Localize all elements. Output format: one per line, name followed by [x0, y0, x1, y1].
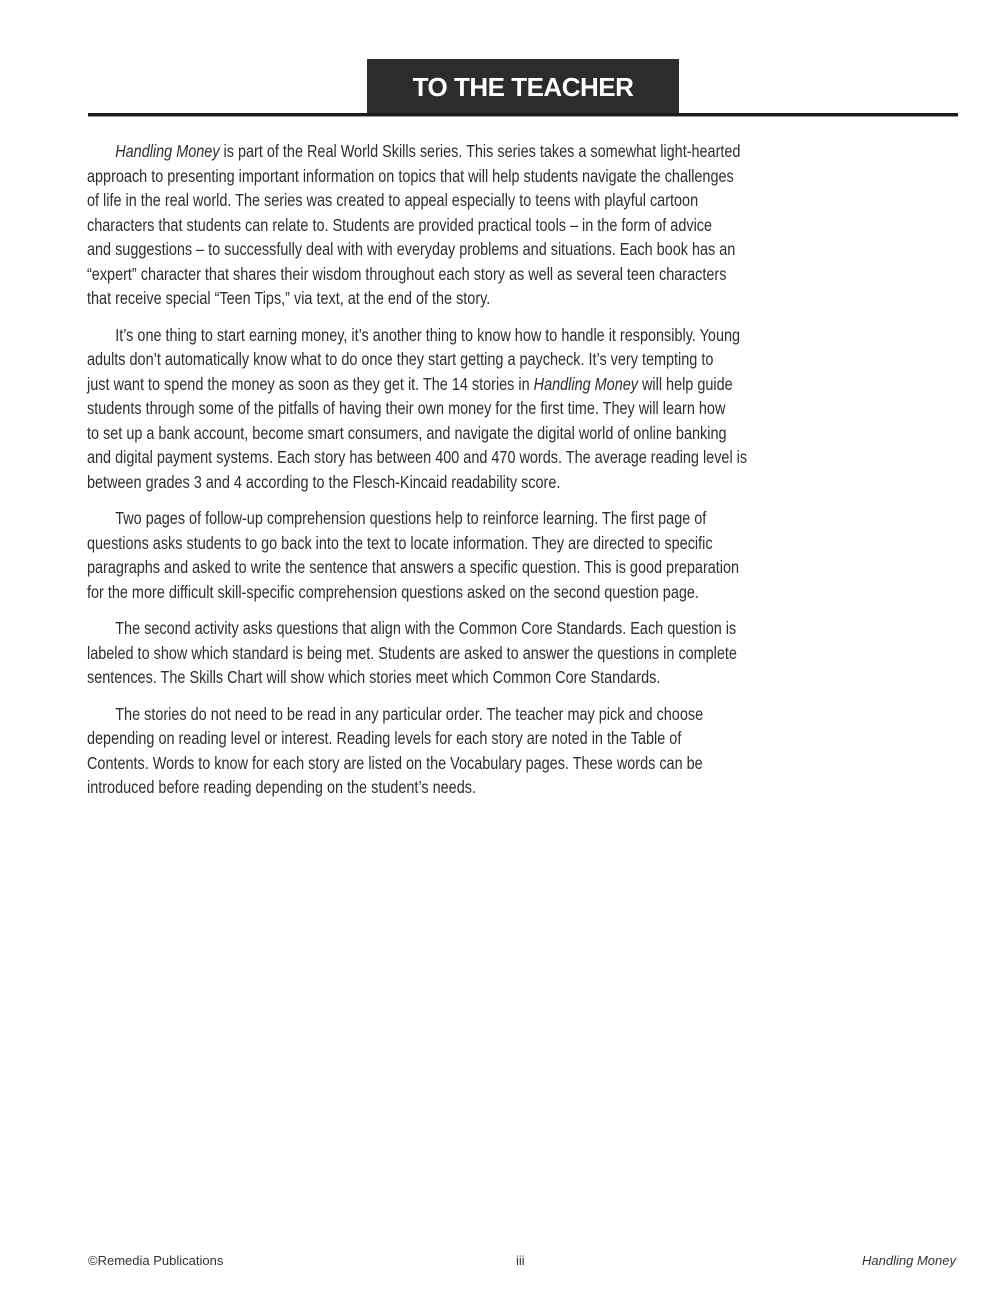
text-segment: paragraphs and asked to write the sentence that answers a specific question. This is good preparation [87, 557, 740, 577]
book-title-italic: Handling Money [115, 141, 220, 161]
text-segment: of life in the real world. The series was created to appeal especially to teens with playful cartoon [87, 190, 699, 210]
text-segment: for the more difficult skill-specific comprehension questions asked on the second question page. [87, 581, 699, 602]
text-segment: students through some of the pitfalls of having their own money for the first time. They will learn how [87, 398, 726, 418]
text-line [87, 506, 811, 531]
text-segment: that receive special “Teen Tips,” via text, at the end of the story. [87, 288, 491, 308]
paragraph-1 [87, 139, 959, 311]
text-segment: The stories do not need to be read in any particular order. The teacher may pick and choose [115, 703, 704, 724]
text-segment: sentences. The Skills Chart will show which stories meet which Common Core Standards. [87, 667, 661, 687]
text-line [87, 286, 811, 311]
text-line [87, 396, 811, 421]
text-line [87, 531, 811, 556]
text-segment: introduced before reading depending on the student’s needs. [87, 777, 476, 797]
page-title: TO THE TEACHER [367, 59, 679, 115]
text-line [87, 775, 811, 800]
text-line [87, 445, 811, 470]
text-segment: “expert” character that shares their wisdom throughout each story as well as several teen characters [87, 263, 727, 284]
text-line [87, 188, 811, 213]
text-line [87, 580, 811, 605]
text-line [87, 555, 811, 580]
text-line [87, 262, 811, 287]
text-segment: questions asks students to go back into the text to locate information. They are directed to specific [87, 532, 713, 553]
text-line [87, 751, 811, 776]
paragraph-4 [87, 616, 959, 690]
text-line [87, 616, 811, 641]
paragraph-2 [87, 323, 959, 495]
text-segment: Contents. Words to know for each story are listed on the Vocabulary pages. These words can be [87, 752, 703, 773]
text-segment: depending on reading level or interest. Reading levels for each story are noted in the Table of [87, 728, 682, 748]
text-segment: characters that students can relate to. Students are provided practical tools – in the form of advice [87, 214, 713, 235]
text-line [87, 237, 811, 262]
text-segment: labeled to show which standard is being met. Students are asked to answer the questions in complete [87, 642, 737, 663]
body-text [87, 139, 959, 812]
footer-publisher: ©Remedia Publications [88, 1253, 224, 1268]
text-segment: will help guide [637, 373, 733, 394]
text-line [87, 213, 811, 238]
text-line [87, 323, 811, 348]
paragraph-5 [87, 702, 959, 800]
text-line [87, 726, 811, 751]
text-line [87, 665, 811, 690]
text-line [87, 139, 811, 164]
text-segment: is part of the Real World Skills series. This series takes a somewhat light-hearted [219, 141, 741, 161]
footer-book-title: Handling Money [862, 1253, 956, 1268]
text-segment: Two pages of follow-up comprehension questions help to reinforce learning. The first page of [115, 508, 707, 528]
text-segment: between grades 3 and 4 according to the Flesch-Kincaid readability score. [87, 471, 561, 492]
text-segment: just want to spend the money as soon as they get it. The 14 stories in [87, 373, 534, 394]
text-segment: and digital payment systems. Each story has between 400 and 470 words. The average reading level is [87, 447, 748, 467]
text-line [87, 347, 811, 372]
text-segment: to set up a bank account, become smart consumers, and navigate the digital world of online banking [87, 422, 727, 443]
text-line [87, 641, 811, 666]
text-segment: adults don’t automatically know what to do once they start getting a paycheck. It’s very tempting to [87, 349, 714, 369]
text-segment: and suggestions – to successfully deal with with everyday problems and situations. Each book has an [87, 239, 736, 259]
book-title-italic: Handling Money [533, 373, 638, 394]
header-rule-shadow [88, 116, 958, 117]
text-line [87, 421, 811, 446]
text-line [87, 164, 811, 189]
text-line [87, 470, 811, 495]
text-line [87, 372, 811, 397]
text-segment: It’s one thing to start earning money, it’s another thing to know how to handle it responsibly. Young [115, 324, 741, 345]
text-line [87, 702, 811, 727]
text-segment: approach to presenting important information on topics that will help students navigate the challenges [87, 165, 734, 186]
footer-page-number: iii [516, 1253, 525, 1268]
text-segment: The second activity asks questions that align with the Common Core Standards. Each question is [115, 618, 737, 638]
paragraph-3 [87, 506, 959, 604]
